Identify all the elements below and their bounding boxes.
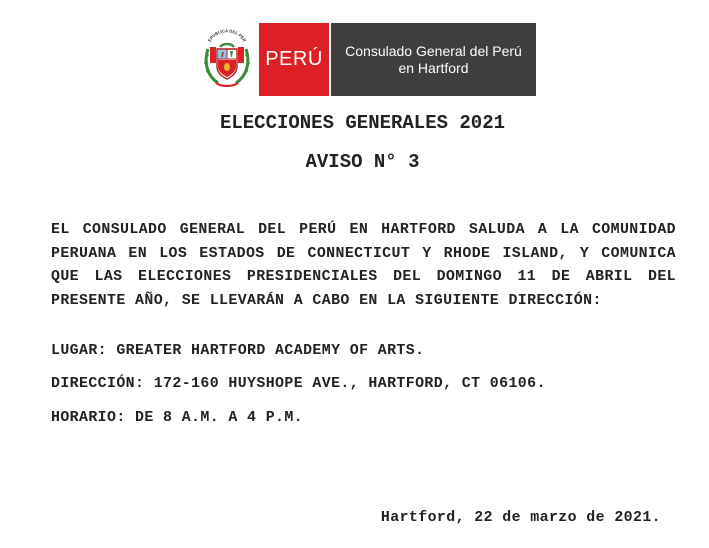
consulate-banner (196, 23, 536, 96)
peru-brand-box (259, 23, 329, 96)
svg-text:REPUBLICA DEL PERU: EPUBLICA DEL PER (206, 28, 248, 43)
schedule-line: HORARIO: DE 8 A.M. A 4 P.M. (51, 410, 304, 426)
peru-brand-text: PERÚ (265, 48, 323, 70)
coat-of-arms-logo (196, 23, 258, 96)
date-signature-line: Hartford, 22 de marzo de 2021. (380, 510, 661, 526)
announcement-paragraph: EL CONSULADO GENERAL DEL PERÚ EN HARTFORD SALUDA A LA COMUNIDAD PERUANA EN LOS ESTADOS DE CONNECTICUT Y RHODE ISLAND, Y COMUNICA QUE LAS ELECCIONES PRESIDENCIALES DEL DOMINGO 11 DE ABRIL DEL PRESENTE AÑO, SE LLEVARÁN A CABO EN LA SIGUIENTE DIRECCIÓN: (51, 222, 676, 309)
consulate-name-line2: en Hartford (398, 59, 469, 76)
venue-line: LUGAR: GREATER HARTFORD ACADEMY OF ARTS. (51, 343, 425, 359)
address-line: DIRECCIÓN: 172-160 HUYSHOPE AVE., HARTFORD, CT 06106. (51, 376, 546, 392)
document-title: ELECCIONES GENERALES 2021 (219, 112, 506, 134)
notice-number: AVISO N° 3 (305, 151, 420, 173)
consulate-name-box (331, 23, 536, 96)
coat-of-arms-icon (196, 23, 258, 96)
consulate-name-line1: Consulado General del Perú (345, 42, 522, 59)
